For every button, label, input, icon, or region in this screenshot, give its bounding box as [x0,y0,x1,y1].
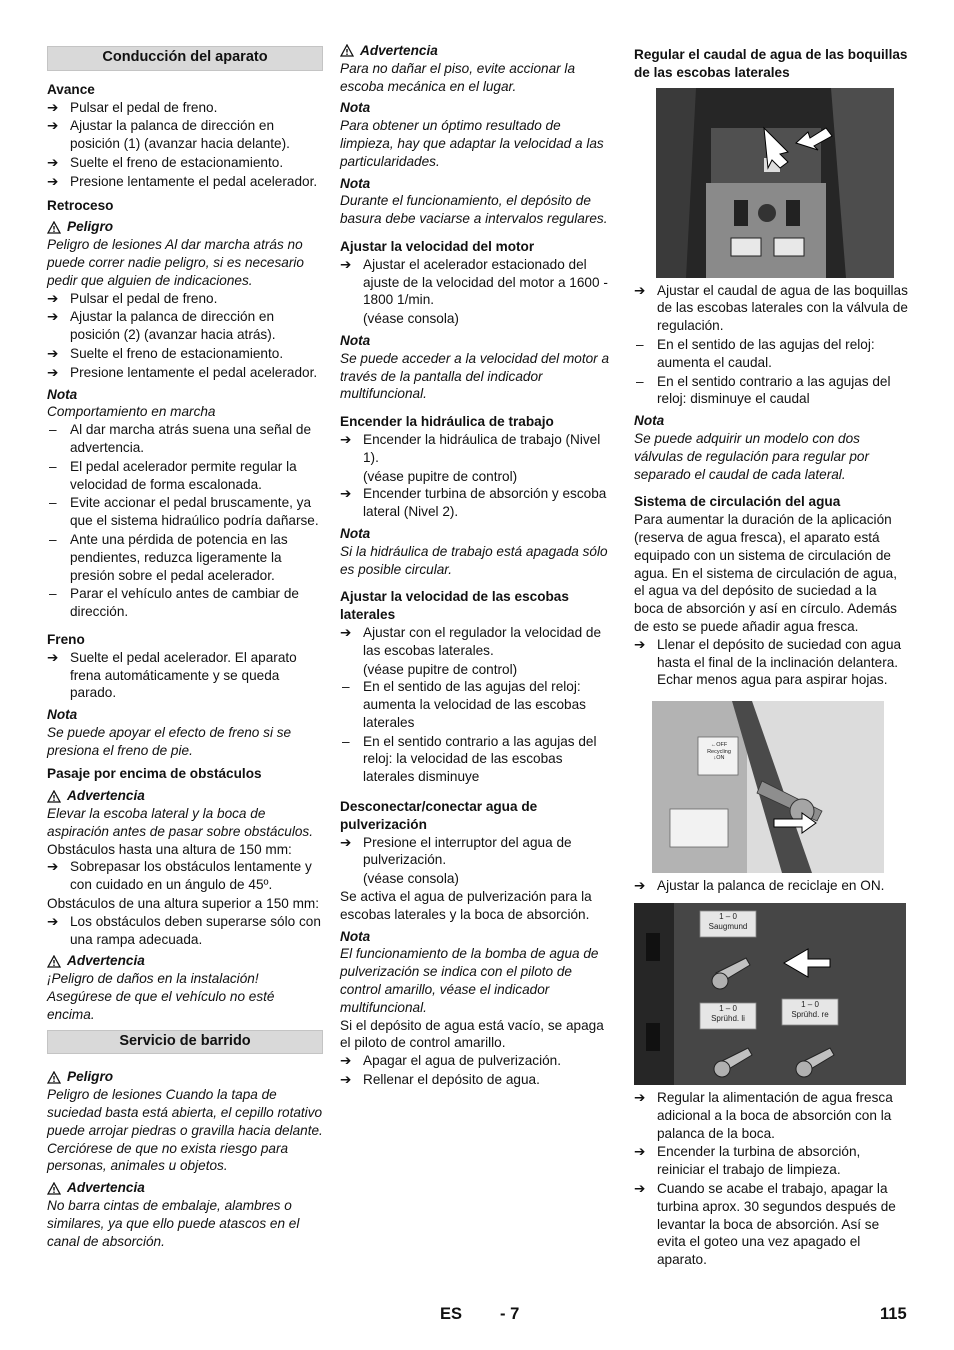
arrow-icon: ➔ [634,636,646,652]
arrow-icon: ➔ [340,1072,352,1088]
warning-heading: Advertencia [47,787,323,805]
body-text: Si el depósito de agua está vacío, se apaga el piloto de control amarillo. [340,1017,604,1051]
list-item: ➔ Suelte el pedal acelerador. El aparato frena automáticamente y se queda parado. [47,649,297,701]
recycling-steps [634,877,908,895]
list-item: ➔ Apagar el agua de pulverización. [340,1053,561,1069]
note-text: Si la hidráulica de trabajo está apagada sólo es posible circular. [340,543,608,577]
arrow-icon: ➔ [47,99,59,115]
list-item: – En el sentido contrario a las agujas del reloj: la velocidad de las escobas laterales disminuye [342,733,597,785]
lever-panel-illustration [634,903,906,1085]
warning-text: No barra cintas de embalaje, alambres o similares, ya que ello puede atascos en el canal de absorción. [47,1198,300,1249]
warning-heading: Advertencia [47,952,323,970]
photo-recycling-lever [652,701,884,873]
note-text: Comportamiento en marcha [47,404,216,420]
retroceso-steps [47,290,323,382]
arrow-icon: ➔ [47,913,59,929]
subheading-hidraulica: Encender la hidráulica de trabajo [340,414,554,430]
column-2 [340,42,616,1090]
avance-steps [47,99,323,191]
arrow-icon: ➔ [634,282,646,298]
label-spruehd-re: 1 – 0 Sprühd. re [791,999,829,1019]
arrow-icon: ➔ [47,173,59,189]
caudal-steps [634,282,908,335]
subheading-motor: Ajustar la velocidad del motor [340,238,535,254]
list-item: ➔ Sobrepasar los obstáculos lentamente y con cuidado en un ángulo de 45º. [47,859,312,893]
motor-steps [340,256,616,309]
list-item: ➔ Presione lentamente el pedal acelerador. [47,364,318,380]
freno-steps [47,649,323,702]
hidraulica-steps-2 [340,485,616,521]
section-heading-conduccion: Conducción del aparato [47,46,323,71]
pasaje-steps [47,858,323,894]
list-item: ➔ Ajustar la palanca de reciclaje en ON. [634,878,885,894]
warning-text: ¡Peligro de daños en la instalación! Asegúrese de que el vehículo no esté encima. [47,971,275,1022]
list-item: – Evite accionar el pedal bruscamente, ya que el sistema hidraúlico podría dañarse. [49,495,319,529]
danger-heading: Peligro [47,218,323,236]
subheading-circulacion: Sistema de circulación del agua [634,494,841,510]
column-1 [47,42,323,1250]
body-text: Obstáculos hasta una altura de 150 mm: [47,841,292,857]
escobas-steps [340,624,616,660]
subheading-retroceso: Retroceso [47,197,114,213]
pulverizacion-steps-2 [340,1052,616,1089]
note-heading: Nota [340,175,371,191]
reference-text: (véase consola) [363,311,459,327]
arrow-icon: ➔ [47,309,59,325]
list-item: ➔ Ajustar el caudal de agua de las boquillas de las escobas laterales con la válvula de regulación. [634,282,908,334]
note-heading: Nota [340,525,371,541]
arrow-icon: ➔ [340,834,352,850]
arrow-icon: ➔ [47,364,59,380]
body-text: Obstáculos de una altura superior a 150 mm: [47,896,320,912]
footer-language: ES [440,1305,463,1323]
arrow-icon: ➔ [634,1180,646,1196]
list-item: ➔ Encender la hidráulica de trabajo (Nivel 1). [340,431,601,465]
subheading-pasaje: Pasaje por encima de obstáculos [47,766,262,782]
list-item: ➔ Rellenar el depósito de agua. [340,1072,540,1088]
photo-control-valve [656,88,894,278]
warning-triangle-icon [47,1071,61,1084]
subheading-avance: Avance [47,81,95,97]
list-item: ➔ Presione lentamente el pedal acelerador. [47,173,318,189]
list-item: ➔ Pulsar el pedal de freno. [47,99,218,115]
note-heading: Nota [340,928,371,944]
list-item: ➔ Ajustar el acelerador estacionado del ajuste de la velocidad del motor a 1600 - 1800 1/min. [340,256,608,308]
danger-text: Peligro de lesiones Cuando la tapa de suciedad basta está abierta, el cepillo rotativo puede arrojar piedras o gravilla hacia delante. Cerciórese de que no exista riesgo para personas, animales u objetos. [47,1087,323,1174]
arrow-icon: ➔ [47,154,59,170]
warning-triangle-icon [47,955,61,968]
danger-text: Peligro de lesiones Al dar marcha atrás no puede correr nadie peligro, si es necesario pedir que alguien de indicaciones. [47,237,304,288]
list-item: – El pedal acelerador permite regular la velocidad de forma escalonada. [49,458,297,492]
note-text: Se puede acceder a la velocidad del motor a través de la pantalla del indicador multifuncional. [340,350,610,402]
caudal-dash-list [634,336,908,408]
note-heading: Nota [47,707,78,723]
note-text: Se puede apoyar el efecto de freno si se presiona el freno de pie. [47,724,292,758]
arrow-icon: ➔ [47,649,59,665]
reference-text: (véase pupitre de control) [363,661,518,677]
list-item: – En el sentido de las agujas del reloj: aumenta la velocidad de las escobas laterales [342,679,586,730]
warning-text: Para no dañar el piso, evite accionar la escoba mecánica en el lugar. [340,60,576,94]
warning-heading: Advertencia [340,42,616,60]
escobas-dash-list [340,678,616,786]
list-item: – Parar el vehículo antes de cambiar de dirección. [49,586,299,620]
body-text: Para aumentar la duración de la aplicación (reserva de agua fresca), el aparato está equipado con un sistema de circulación de agua. En el sistema de circulación de agua, el agua va del depósito de suciedad a la boca de absorción y así en círculo. Además de esto se puede añadir agua fresca. [634,512,897,634]
note-heading: Nota [47,386,78,402]
subheading-caudal: Regular el caudal de agua de las boquillas de las escobas laterales [634,47,908,80]
danger-heading: Peligro [47,1068,323,1086]
list-item: ➔ Los obstáculos deben superarse sólo con una rampa adecuada. [47,913,321,947]
section-heading-barrido: Servicio de barrido [47,1030,323,1055]
arrow-icon: ➔ [340,486,352,502]
list-item: ➔ Llenar el depósito de suciedad con agua hasta el final de la inclinación delantera. Echar menos agua para aspirar hojas. [634,636,902,688]
behaviour-list [47,421,323,621]
arrow-icon: ➔ [47,290,59,306]
arrow-icon: ➔ [47,859,59,875]
arrow-icon: ➔ [47,345,59,361]
list-item: ➔ Suelte el freno de estacionamiento. [47,154,284,170]
arrow-icon: ➔ [340,624,352,640]
note-heading: Nota [340,332,371,348]
reference-text: (véase consola) [363,871,459,887]
list-item: – En el sentido de las agujas del reloj: aumenta el caudal. [636,336,875,370]
footer-local-page: - 7 [500,1305,520,1323]
list-item: ➔ Presione el interruptor del agua de pulverización. [340,834,572,868]
arrow-icon: ➔ [340,431,352,447]
arrow-icon: ➔ [340,1053,352,1069]
list-item: ➔ Cuando se acabe el trabajo, apagar la turbina aprox. 30 segundos después de levantar la boca de absorción. Así se evita el goteo una vez apagado el aparato. [634,1180,896,1268]
list-item: ➔ Suelte el freno de estacionamiento. [47,345,284,361]
arrow-icon: ➔ [47,118,59,134]
note-text: Se puede adquirir un modelo con dos válvulas de regulación para regular por separado el caudal de cada lateral. [634,430,870,482]
warning-triangle-icon [47,1182,61,1195]
body-text: Se activa el agua de pulverización para la escobas laterales y la boca de absorción. [340,889,592,922]
recycling-label: ←OFF Recycling ↓ON [707,742,731,762]
recycling-lever-illustration [652,701,884,873]
warning-heading: Advertencia [47,1179,323,1197]
arrow-icon: ➔ [340,256,352,272]
note-text: Para obtener un óptimo resultado de limpieza, hay que adaptar la velocidad a las particularidades. [340,118,604,169]
note-heading: Nota [634,413,665,429]
circulacion-steps [634,636,908,689]
list-item: – Al dar marcha atrás suena una señal de advertencia. [49,422,312,455]
arrow-icon: ➔ [634,878,646,894]
label-spruehd-li: 1 – 0 Sprühd. li [711,1003,745,1023]
list-item: ➔ Encender turbina de absorción y escoba lateral (Nivel 2). [340,486,607,520]
warning-triangle-icon [47,790,61,803]
warning-triangle-icon [47,221,61,234]
subheading-freno: Freno [47,631,85,647]
footer-page-number: 115 [880,1305,907,1323]
warning-text: Elevar la escoba lateral y la boca de aspiración antes de pasar sobre obstáculos. [47,806,313,839]
list-item: ➔ Ajustar con el regulador la velocidad de las escobas laterales. [340,624,602,658]
list-item: ➔ Encender la turbina de absorción, reiniciar el trabajo de limpieza. [634,1144,861,1178]
list-item: ➔ Regular la alimentación de agua fresca adicional a la boca de absorción con la palanca de la boca. [634,1089,893,1141]
list-item: – En el sentido contrario a las agujas del reloj: disminuye el caudal [636,373,891,407]
list-item: – Ante una pérdida de potencia en las pendientes, reduzca ligeramente la presión sobre el pedal acelerador. [49,531,288,583]
photo-lever-panel [634,903,906,1085]
list-item: ➔ Pulsar el pedal de freno. [47,290,218,306]
list-item: ➔ Ajustar la palanca de dirección en posición (2) (avanzar hacia atrás). [47,309,276,343]
column-3 [634,46,908,1270]
final-steps [634,1089,908,1269]
subheading-pulverizacion: Desconectar/conectar agua de pulverización [340,799,538,832]
control-panel-illustration [656,88,894,278]
list-item: ➔ Ajustar la palanca de dirección en posición (1) (avanzar hacia delante). [47,118,290,152]
reference-text: (véase pupitre de control) [363,468,518,484]
arrow-icon: ➔ [634,1144,646,1160]
arrow-icon: ➔ [634,1089,646,1105]
pasaje-steps-2 [47,913,323,949]
label-saugmund: 1 – 0 Saugmund [708,911,748,931]
note-text: Durante el funcionamiento, el depósito de basura debe vaciarse a intervalos regulares. [340,193,608,227]
note-text: El funcionamiento de la bomba de agua de pulverización se indica con el piloto de control amarillo, véase el indicador multifuncional. [340,946,599,1015]
warning-triangle-icon [340,44,354,57]
hidraulica-steps [340,431,616,467]
subheading-escobas: Ajustar la velocidad de las escobas laterales [340,589,569,623]
note-heading: Nota [340,100,371,116]
pulverizacion-steps [340,834,616,870]
